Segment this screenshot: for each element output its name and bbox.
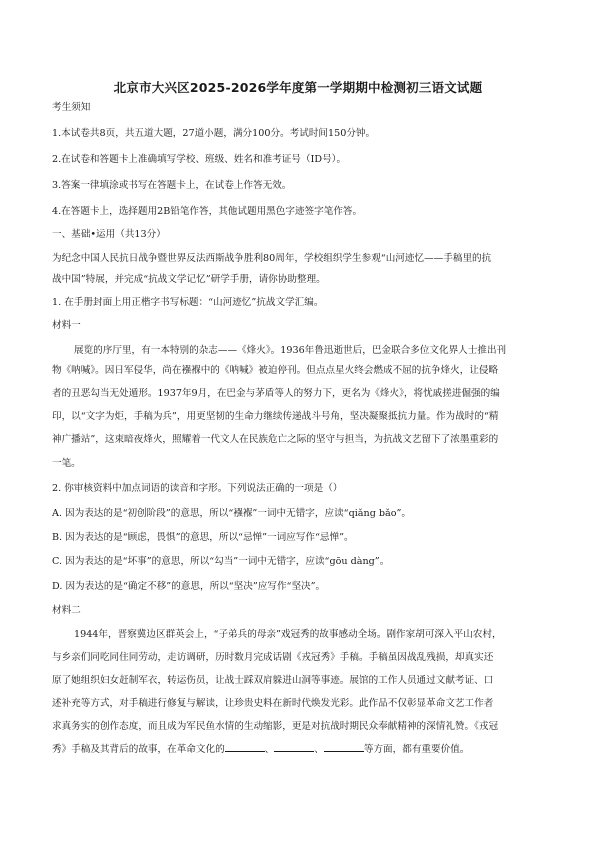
notice-item-3: 3.答案一律填涂或书写在答题卡上，在试卷上作答无效。 bbox=[52, 180, 292, 191]
material-1-line: 神广播站”，这束暗夜烽火，照耀着一代文人在民族危亡之际的坚守与担当，为抗战文艺留下了浓墨重彩的 bbox=[52, 434, 499, 445]
material-2-line: 与乡亲们同吃同住同劳动，走访调研，历时数月完成话剧《戎冠秀》手稿。手稿虽因战乱残损，却真实还 bbox=[52, 652, 494, 663]
intro-line-2: 战中国”特展，并完成“抗战文学记忆”研学手册，请你协助整理。 bbox=[52, 274, 326, 285]
material-2-label: 材料二 bbox=[52, 605, 81, 616]
fill-blank-2 bbox=[274, 742, 314, 752]
page-title: 北京市大兴区2025-2026学年度第一学期期中检测初三语文试题 bbox=[113, 80, 483, 95]
material-2-line: 求真务实的创作态度，而且成为军民鱼水情的生动缩影，更是对抗战时期民众奉献精神的深情礼赞。《戎冠 bbox=[52, 721, 499, 732]
fill-blank-3 bbox=[324, 742, 364, 752]
material-2-last-line bbox=[52, 742, 552, 757]
last-line-prefix: 秀》手稿及其背后的故事，在革命文化的 bbox=[52, 744, 225, 755]
question-2-option-c: C. 因为表达的是“坏事”的意思，所以“勾当”一词中无错字，应读“gōu dàng”。 bbox=[52, 556, 390, 567]
notice-heading: 考生须知 bbox=[52, 102, 91, 113]
notice-item-2: 2.在试卷和答题卡上准确填写学校、班级、姓名和准考证号（ID号）。 bbox=[52, 154, 347, 165]
fill-blank-1 bbox=[225, 742, 265, 752]
material-1-label: 材料一 bbox=[52, 320, 81, 331]
material-1-line: 物《呐喊》。因日军侵华，尚在襁褓中的《呐喊》被迫停刊。但点点星火终会燃成不屈的抗争烽火，让侵略 bbox=[52, 365, 499, 376]
question-2-option-a: A. 因为表达的是“初创阶段”的意思，所以“襁褓”一词中无错字，应读“qiǎng bǎo”。 bbox=[52, 508, 412, 519]
last-line-suffix: 等方面，都有重要价值。 bbox=[363, 744, 470, 755]
question-2-option-d: D. 因为表达的是“确定不移”的意思，所以“坚决”应写作“坚决”。 bbox=[52, 581, 326, 592]
material-1-line: 一笔。 bbox=[52, 458, 81, 469]
blank-separator: 、 bbox=[264, 744, 275, 755]
notice-item-1: 1.本试卷共8页，共五道大题，27道小题，满分100分。考试时间150分钟。 bbox=[52, 128, 376, 139]
material-2-line: 述补充等方式，对手稿进行修复与解读，让珍贵史料在新时代焕发光彩。此作品不仅彰显革命文艺工作者 bbox=[52, 698, 494, 709]
material-2-line: 1944年，晋察冀边区群英会上，“子弟兵的母亲”戏冠秀的故事感动全场。剧作家胡可深入平山农村， bbox=[74, 629, 502, 640]
question-2-stem: 2. 你审核资料中加点词语的读音和字形。下列说法正确的一项是（） bbox=[52, 483, 343, 494]
question-1: 1. 在手册封面上用正楷字书写标题：“山河迹忆”抗战文学汇编。 bbox=[52, 297, 324, 308]
section-heading: 一、基础•运用（共13分） bbox=[52, 229, 166, 240]
material-1-line: 者的丑恶勾当无处遁形。1937年9月，在巴金与茅盾等人的努力下，更名为《烽火》，将忧戚搓进倔强的编 bbox=[52, 388, 500, 399]
intro-line-1: 为纪念中国人民抗日战争暨世界反法西斯战争胜利80周年，学校组织学生参观“山河迹忆——手稿里的抗 bbox=[52, 253, 492, 264]
material-1-line: 印，以“文字为炬，手稿为兵”，用更坚韧的生命力继续传递战斗号角，坚决凝聚抵抗力量。作为战时的“精 bbox=[52, 411, 499, 422]
blank-separator: 、 bbox=[314, 744, 324, 755]
material-2-line: 原了她组织妇女赶制军衣，转运伤员，让战士踩双肩躲进山洞等事迹。展馆的工作人员通过文献考证、口 bbox=[52, 675, 494, 686]
question-2-option-b: B. 因为表达的是“顾虑，畏惧”的意思，所以“忌惮”一词应写作“忌惮”。 bbox=[52, 532, 354, 543]
material-1-line: 展览的序厅里，有一本特别的杂志——《烽火》。1936年鲁迅逝世后，巴金联合多位文化界人士推出刊 bbox=[74, 345, 507, 356]
notice-item-4: 4.在答题卡上，选择题用2B铅笔作答，其他试题用黑色字迹签字笔作答。 bbox=[52, 206, 363, 217]
